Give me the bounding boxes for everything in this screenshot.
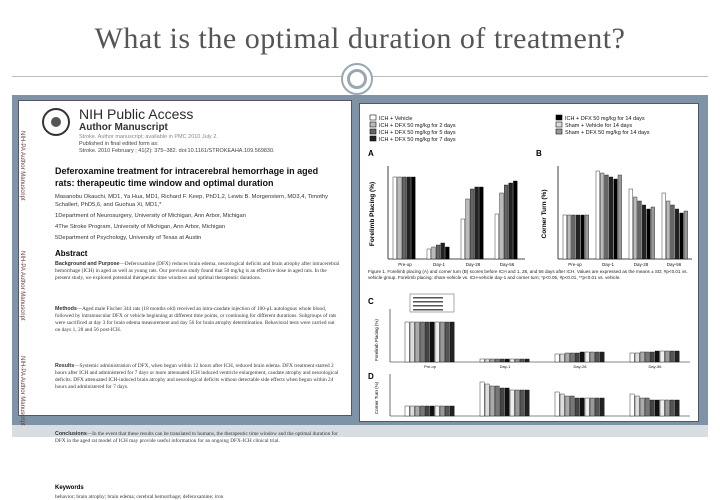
abstract-methods xyxy=(55,306,340,334)
figure-bar xyxy=(580,352,584,362)
authors: Masanobu Okauchi, MD1, Ya Hua, MD1, Richard F. Keep, PhD1,2, Lewis B. Morgenstern, MD3,4, Timothy Schallert, PhD5,6, and Guohua Xi, MD1,* xyxy=(55,194,329,208)
panel-label: B xyxy=(536,149,542,158)
section-label: Methods xyxy=(55,306,77,312)
figure-bar xyxy=(435,322,439,362)
figure-bar xyxy=(398,177,402,259)
figure-bar xyxy=(495,359,499,362)
figure-bar xyxy=(651,207,655,259)
figure-bar xyxy=(576,215,580,259)
figure-bar xyxy=(466,199,470,259)
bar-group-c xyxy=(405,322,679,362)
figure-bar xyxy=(425,322,429,362)
figure-bar xyxy=(660,351,664,362)
figure-bar xyxy=(485,384,489,416)
figure-bar xyxy=(427,249,431,259)
figure-bar xyxy=(665,400,669,416)
figure-bar xyxy=(461,219,465,259)
figure-bar xyxy=(525,390,529,416)
figure-bar xyxy=(485,359,489,362)
figure-bar xyxy=(675,400,679,416)
paper-abstract-image xyxy=(18,100,352,500)
affiliation: 5Department of Psychology, University of Texas at Austin xyxy=(55,235,202,241)
figure-bar xyxy=(570,353,574,362)
figure-bar xyxy=(565,396,569,416)
y-axis-label: Corner Turn (%) xyxy=(541,189,548,239)
figure-bar xyxy=(500,193,504,259)
figure-bar xyxy=(590,398,594,416)
figure-bar xyxy=(635,396,639,416)
figure-bar xyxy=(638,201,642,259)
figure-bar xyxy=(630,353,634,362)
figure-bar xyxy=(505,388,509,416)
figure-bar xyxy=(560,354,564,362)
bar-group-d xyxy=(405,382,679,416)
figure-bar xyxy=(595,398,599,416)
figure-bar xyxy=(580,398,584,416)
figure-bar xyxy=(642,205,646,259)
legend-entry: Sham + Vehicle for 14 days xyxy=(565,123,633,129)
bar-group-a xyxy=(393,177,517,259)
figure-bar xyxy=(666,201,670,259)
legend-entry: ICH + Vehicle xyxy=(379,116,413,122)
side-watermark: NIH-PA Author Manuscript xyxy=(19,131,25,201)
figure-bar xyxy=(495,386,499,416)
section-text: —In the event that these results can be translated to humans, the therapeutic time window and the optimal duration for DFX in the aged rat model of ICH may provide useful information for an ongoing DFX-ICH clinical trial. xyxy=(55,431,338,444)
figure-bar xyxy=(645,352,649,362)
figure-bar xyxy=(500,388,504,416)
figure-bar xyxy=(575,398,579,416)
figure-bar xyxy=(500,359,504,362)
figure-bar xyxy=(470,189,474,259)
tick-label: Pre-op xyxy=(423,364,437,369)
legend-entry: Sham + DFX 50 mg/kg for 14 days xyxy=(565,130,650,136)
tick-label: Day-56 xyxy=(648,364,662,369)
tick-label: Day-56 xyxy=(666,262,682,267)
tick-label: Day-28 xyxy=(633,262,649,267)
figure-bar xyxy=(405,322,409,362)
figure-bar xyxy=(410,406,414,416)
divider-ornament-icon xyxy=(341,63,373,95)
figure-bar xyxy=(436,245,440,259)
section-text: —Deferoxamine (DFX) reduces brain edema, neurological deficits and brain atrophy after intracerebral hemorrhage (ICH) in aged as well as young rats. Our previous study found that 50 mg/kg is an effective dose in aged rats. In the present study, we explored potential therapeutic time windows and optimal therapeutic durations. xyxy=(55,261,340,281)
legend-entry: ICH + DFX 50 mg/kg for 7 days xyxy=(379,137,456,143)
section-text: —Systemic administration of DFX, when begun within 12 hours after ICH, reduced brain edema. DFX treatment started 2 hours after ICH and administered for 7 days or more attenuated ICH induced ventricle enlargement, caudate atrophy and neurological deficits. DFX attenuated ICH-induced brain atrophy and neurological deficits without detectable side effects when begun within 24 hours and administered for 7 days. xyxy=(55,363,339,390)
figure-bar xyxy=(440,406,444,416)
figure-bar xyxy=(515,390,519,416)
y-axis-label: Corner Turn (%) xyxy=(374,381,379,415)
figure-caption: Figure 1. Forelimb placing (A) and corner turn (B) scores before ICH and 1, 28, and 56 days after ICH. Values are expressed as the means ± SD; #p<0.01 vs. vehicle group. Forelimb placing: sham-vehicle vs. ICH-vehicle day-1 and corner turn; *p<0.05, #p<0.01, **p<0.01 vs. vehicle. xyxy=(368,269,688,280)
keywords: behavior; brain atrophy; brain edema; cerebral hemorrhage; deferoxamine; iron xyxy=(55,494,224,500)
figure-bar xyxy=(662,193,666,259)
legend-entry: ICH + DFX 50 mg/kg for 2 days xyxy=(379,123,456,129)
panel-label: D xyxy=(368,372,374,381)
figure-bar xyxy=(407,177,411,259)
figure-caption-box xyxy=(368,269,693,291)
figure-bar xyxy=(402,177,406,259)
figure-bar xyxy=(510,390,514,416)
figure-bar xyxy=(567,215,571,259)
availability-note: Stroke. Author manuscript; available in PMC 2010 July 2. xyxy=(79,134,218,140)
legend-entry: ICH + DFX 50 mg/kg for 5 days xyxy=(379,130,456,136)
figure-bar xyxy=(565,353,569,362)
figure-bar xyxy=(411,177,415,259)
abstract-results xyxy=(55,363,340,391)
figure-bar xyxy=(445,322,449,362)
figure-bar xyxy=(441,243,445,259)
figure-bar xyxy=(515,359,519,362)
figure-bar xyxy=(405,406,409,416)
tick-label: Day-56 xyxy=(499,262,515,267)
figure-bar xyxy=(640,352,644,362)
figure-bar xyxy=(563,215,567,259)
abstract-background xyxy=(55,261,340,282)
figure-bar xyxy=(675,209,679,259)
figure-bar xyxy=(410,322,414,362)
figure-bar xyxy=(600,173,604,259)
figure-bar xyxy=(618,175,622,259)
tick-label: Day-28 xyxy=(573,364,587,369)
figure-bar xyxy=(510,359,514,362)
figure-bar xyxy=(490,359,494,362)
nih-subheader: Author Manuscript xyxy=(79,122,168,133)
figure-bar xyxy=(670,351,674,362)
figure-bar xyxy=(585,352,589,362)
tick-label: Day-1 xyxy=(432,262,446,267)
figure-bar xyxy=(660,400,664,416)
figure-bar xyxy=(430,322,434,362)
y-axis-label: Forelimb Placing (%) xyxy=(369,181,376,247)
figure-bar xyxy=(572,215,576,259)
figure-bar xyxy=(445,247,449,259)
nih-header: NIH Public Access xyxy=(79,106,194,122)
figure-bar xyxy=(635,353,639,362)
figure-bar xyxy=(650,352,654,362)
side-watermark: NIH-PA Author Manuscript xyxy=(19,251,25,321)
figure-bar xyxy=(520,390,524,416)
figure-bar xyxy=(675,351,679,362)
figure-bar xyxy=(605,175,609,259)
tick-label: Pre-op xyxy=(398,262,412,267)
figure-bar xyxy=(480,382,484,416)
section-text: —Aged male Fischer 344 rats (18 months old) received an intra-caudate injection of 100-μL autologous whole blood, followed by intramuscular DFX or vehicle beginning at different time points, or continuing for different durations. Subgroups of rats were sacrificed at day 3 for brain edema measurement and day 56 for brain atrophy determination. Behavioral tests were carried out on days 1, 28 and 56 post-ICH. xyxy=(55,306,337,333)
figure-bar xyxy=(415,406,419,416)
tick-label: Day-1 xyxy=(499,364,511,369)
figure-bar xyxy=(575,353,579,362)
figure-bar xyxy=(420,322,424,362)
section-label: Results xyxy=(55,363,75,369)
hhs-seal-icon xyxy=(42,108,70,136)
tick-label: Day-1 xyxy=(601,262,615,267)
figure-bar xyxy=(555,354,559,362)
figure-bar xyxy=(509,183,513,259)
figure-bar xyxy=(665,351,669,362)
figure-bar xyxy=(520,359,524,362)
figure-bar xyxy=(590,352,594,362)
slide-title: What is the optimal duration of treatment? xyxy=(94,22,626,55)
y-axis-label: Forelimb Placing (%) xyxy=(374,319,379,361)
figure-bar xyxy=(479,187,483,259)
figure-bar xyxy=(633,197,637,259)
figure-bar xyxy=(495,214,499,259)
tick-label: Day-28 xyxy=(465,262,481,267)
panel-label: A xyxy=(368,149,374,158)
figure-bar xyxy=(555,392,559,416)
panel-label: C xyxy=(368,297,374,306)
legend-entry: ICH + DFX 50 mg/kg for 14 days xyxy=(565,116,645,122)
figure-bar xyxy=(415,322,419,362)
figure-bar xyxy=(490,386,494,416)
publication-info xyxy=(79,141,329,155)
figure-bar xyxy=(600,398,604,416)
bar-group-b xyxy=(563,171,688,259)
figure-bar xyxy=(425,406,429,416)
figure-bar xyxy=(393,177,397,259)
figure-bar xyxy=(684,211,688,259)
section-label: Conclusions xyxy=(55,431,87,437)
paper-figure-image xyxy=(359,103,699,422)
abstract-conclusions xyxy=(55,431,340,445)
article-title: Deferoxamine treatment for intracerebral hemorrhage in aged rats: therapeutic time window and optimal duration xyxy=(55,166,319,188)
figure-bar xyxy=(609,177,613,259)
figure-bar xyxy=(595,352,599,362)
figure-bar xyxy=(600,352,604,362)
affiliation: 4The Stroke Program, University of Michigan, Ann Arbor, Michigan xyxy=(55,224,226,230)
figure-bar xyxy=(585,398,589,416)
figure-bar xyxy=(630,394,634,416)
figure-bar xyxy=(560,394,564,416)
figure-bar xyxy=(585,215,589,259)
section-label: Background and Purpose xyxy=(55,261,120,267)
figure-bar xyxy=(655,400,659,416)
figure-bar xyxy=(640,398,644,416)
figure-bar xyxy=(504,185,508,259)
figure-bar xyxy=(450,406,454,416)
figure-bar xyxy=(440,322,444,362)
citation: Stroke. 2010 February ; 41(2): 375–382. doi:10.1161/STROKEAHA.109.569830. xyxy=(79,148,275,154)
tick-label: Pre-op xyxy=(568,262,582,267)
figure-bar xyxy=(525,359,529,362)
figure-bar xyxy=(680,213,684,259)
figure-bar xyxy=(513,181,517,259)
published-line: Published in final edited form as: xyxy=(79,141,159,147)
abstract-heading: Abstract xyxy=(55,249,88,258)
figure-bar xyxy=(650,400,654,416)
figure-bar xyxy=(614,179,618,259)
figure-bar xyxy=(581,215,585,259)
figure-bar xyxy=(671,205,675,259)
authors-block xyxy=(55,193,340,242)
figure-bar xyxy=(480,359,484,362)
figure-bar xyxy=(505,359,509,362)
keywords-heading: Keywords xyxy=(55,485,84,491)
figure-bar xyxy=(670,400,674,416)
figure-bar xyxy=(445,406,449,416)
figure-bar xyxy=(430,406,434,416)
figure-bar xyxy=(570,396,574,416)
figure-bar xyxy=(435,406,439,416)
side-watermark: NIH-PA Author Manuscript xyxy=(19,356,25,426)
figure-graphic xyxy=(360,104,698,421)
figure-bar xyxy=(596,171,600,259)
figure-bar xyxy=(432,247,436,259)
figure-bar xyxy=(647,209,651,259)
affiliation: 1Department of Neurosurgery, University of Michigan, Ann Arbor, Michigan xyxy=(55,213,246,219)
figure-bar xyxy=(420,406,424,416)
figure-bar xyxy=(629,189,633,259)
figure-bar xyxy=(475,187,479,259)
figure-bar xyxy=(450,322,454,362)
figure-bar xyxy=(645,398,649,416)
figure-bar xyxy=(655,351,659,362)
